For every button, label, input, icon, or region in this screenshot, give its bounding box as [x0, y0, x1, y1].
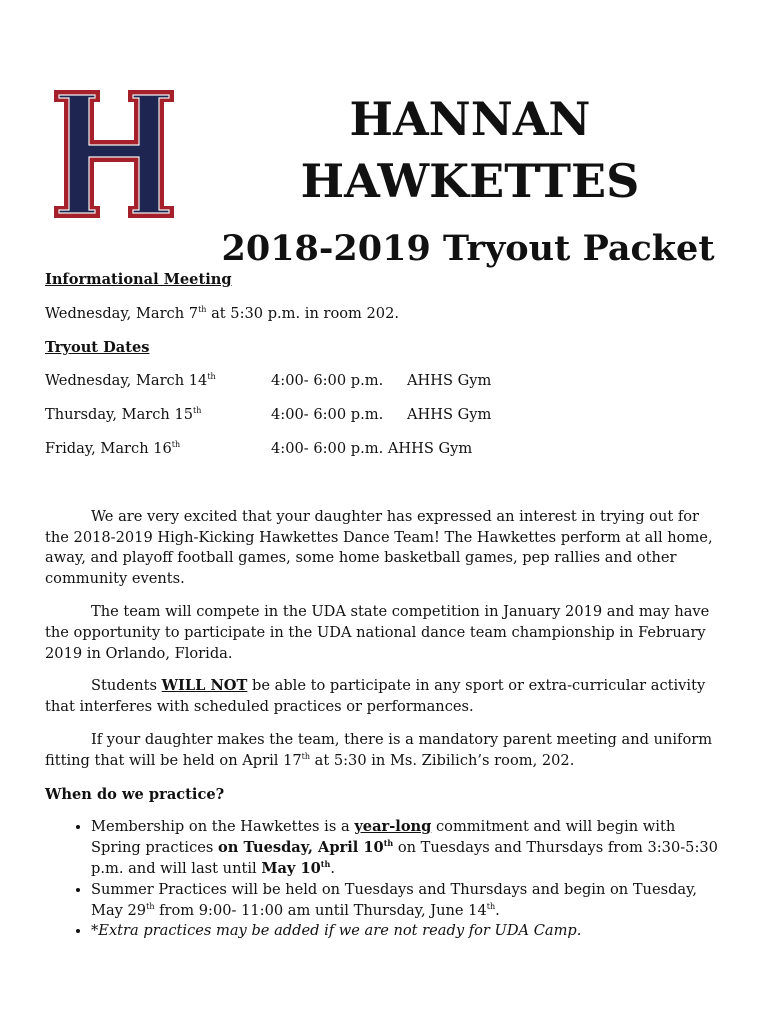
tryout-row: Thursday, March 15th 4:00- 6:00 p.m. AHHS Gym [45, 406, 492, 424]
tryout-dates-heading: Tryout Dates [45, 338, 150, 356]
parent-meeting-paragraph: If your daughter makes the team, there is a mandatory parent meeting and uniform fitting that will be held on April 17th at 5:30 in Ms. Zibilich’s room, 202. [45, 730, 713, 769]
page-title [250, 88, 690, 212]
document-body [45, 270, 725, 942]
logo-fill [59, 95, 169, 213]
list-item: • Summer Practices will be held on Tuesdays and Thursdays and begin on Tuesday, May 29th from 9:00- 11:00 am until Thursday, June 14th. [91, 880, 725, 922]
hannan-h-logo [52, 88, 176, 220]
conflict-paragraph: Students WILL NOT be able to participate in any sport or extra-curricular activity that interferes with scheduled practices or performances. [45, 677, 706, 716]
page-subtitle: 2018-2019 Tryout Packet [221, 228, 715, 269]
title-line-1: HANNAN [349, 92, 591, 146]
intro-paragraph: We are very excited that your daughter has expressed an interest in trying out for the 2018-2019 High-Kicking Hawkettes Dance Team! The Hawkettes perform at all home, away, and playoff football games, some home basketball games, pep rallies and other community events. [45, 507, 713, 588]
tryout-row: Friday, March 16th 4:00- 6:00 p.m. AHHS Gym [45, 439, 473, 457]
list-item: • *Extra practices may be added if we are not ready for UDA Camp. [91, 921, 725, 942]
title-line-2: HAWKETTES [300, 154, 640, 208]
competition-paragraph: The team will compete in the UDA state competition in January 2019 and may have the opportunity to participate in the UDA national dance team championship in February 2019 in Orlando, Florida. [45, 602, 710, 662]
info-meeting-line: Wednesday, March 7th at 5:30 p.m. in room 202. [45, 304, 400, 322]
practice-heading: When do we practice? [45, 785, 225, 803]
list-item: • Membership on the Hawkettes is a year-long commitment and will begin with Spring practices on Tuesday, April 10th on Tuesdays and Thursdays from 3:30-5:30 p.m. and will last until May 10th. [91, 817, 725, 879]
tryout-row: Wednesday, March 14th 4:00- 6:00 p.m. AHHS Gym [45, 372, 492, 390]
info-meeting-heading: Informational Meeting [45, 271, 232, 288]
practice-list [45, 817, 725, 942]
